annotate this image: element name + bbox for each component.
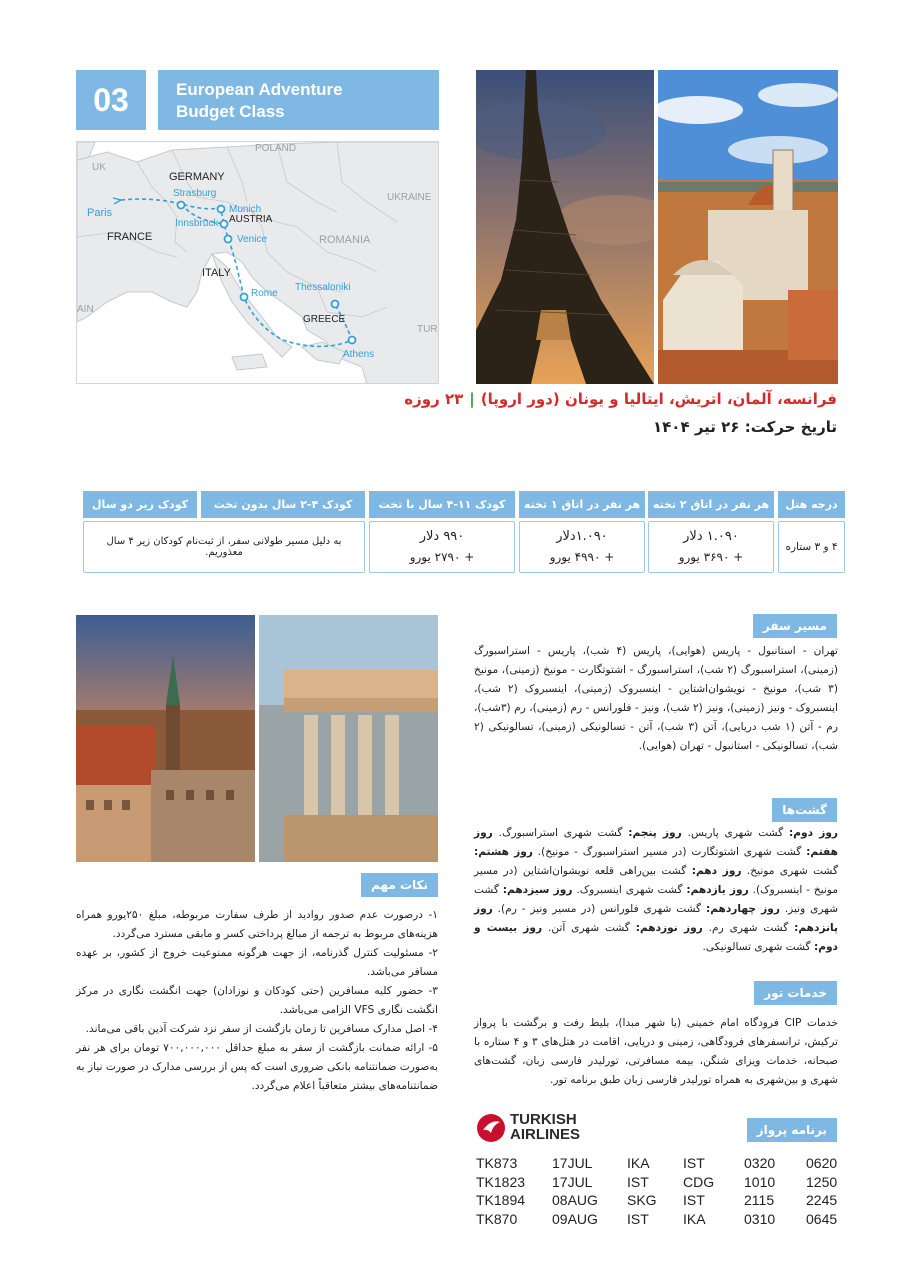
tour-day-label: روز چهاردهم: [705, 903, 780, 915]
tour-headline [404, 390, 837, 408]
route-section-title: مسیر سفر [753, 614, 837, 638]
flight-number: TK870 [476, 1210, 518, 1227]
flight-date: 17JUL [552, 1155, 593, 1171]
tour-day-desc: گشت شهری تسالونیکی. [702, 941, 814, 953]
flight-arrival: 2245 [806, 1192, 838, 1208]
tour-day-desc: گشت شهری آتن. [542, 922, 636, 934]
svg-text:UK: UK [92, 162, 106, 173]
flight-origin: IST [627, 1210, 649, 1227]
col-double [648, 491, 774, 573]
flight-row [476, 1211, 838, 1230]
header-single: هر نفر در اتاق ۱ تخته [519, 491, 645, 518]
airline-logo [476, 1112, 591, 1144]
flight-origin: IST [627, 1173, 649, 1190]
price-table [83, 491, 845, 573]
flight-arrival: 0620 [806, 1155, 838, 1171]
flight-destination: CDG [683, 1173, 715, 1190]
flight-departure: 2115 [744, 1192, 775, 1208]
hotel-stars: ۴ و ۳ ستاره [785, 541, 838, 553]
double-eur: + ۳۶۹۰ یورو [678, 550, 744, 564]
tour-day-desc: گشت شهری اینسبروک. [572, 884, 687, 896]
note-item-4: ۴- اصل مدارک مسافرین تا زمان بازگشت از سفر نزد شرکت آذین باقی می‌ماند. [85, 1023, 438, 1035]
note-item-1: ۱- درصورت عدم صدور روادید از طرف سفارت مربوطه، مبلغ ۲۵۰یورو همراه هزینه‌های مربوط به ترجمه از مبالغ پرداختی کسر و مابقی مسترد می‌گردد. [76, 909, 438, 940]
notes-section-title: نکات مهم [361, 873, 438, 897]
note-item-2: ۲- مسئولیت کنترل گذرنامه، از جهت هرگونه ممنوعیت خروج از کشور، بر عهده مسافر می‌باشد. [76, 947, 438, 978]
header-child-bed: کودک ۱۱-۴ سال با تخت [369, 491, 515, 518]
flights-section-title: برنامه پرواز [747, 1118, 837, 1142]
col-child-bed [369, 491, 515, 573]
turkish-airlines-icon [476, 1113, 506, 1143]
tour-day-label: روز پانزدهم: [474, 903, 838, 934]
services-text: خدمات CIP فرودگاه امام خمینی (یا شهر مبدا)، بلیط رفت و برگشت با پرواز ترکیش، ترانسفرهای فرودگاهی، زمینی و دریایی، اقامت در هتل‌های ۳ و ۴ ستاره با صبحانه، خدمات ویزای شنگن، بیمه مسافرتی، تورلیدر فارسی زبان، گشت‌های شهری و بین‌شهری به همراه تورلیدر فارسی زبان طبق برنامه تور. [474, 1017, 839, 1086]
flight-date: 17JUL [552, 1173, 593, 1190]
svg-text:Innsbruck: Innsbruck [175, 218, 219, 229]
flight-departure: 0320 [744, 1155, 776, 1171]
flight-destination: IST [683, 1155, 705, 1171]
svg-text:GREECE: GREECE [303, 314, 346, 325]
cell-hotel [778, 521, 845, 573]
tours-section-title: گشت‌ها [772, 798, 837, 822]
flight-number: TK873 [476, 1155, 518, 1171]
tour-day-label: روز هشتم: [474, 846, 533, 858]
tour-day-label: روز سیزدهم: [502, 884, 573, 896]
airline-name-line2: AIRLINES [510, 1126, 581, 1143]
cell-child-bed [369, 521, 515, 573]
note-item-3: ۳- حضور کلیه مسافرین (حتی کودکان و نوزادان) جهت انگشت نگاری در مرکز انگشت نگاری VFS الزامی می‌باشد. [76, 985, 438, 1016]
flight-date: 08AUG [552, 1192, 598, 1208]
tour-day-label: روز نوزدهم: [635, 922, 703, 934]
route-text: تهران - استانبول - پاریس (هوایی)، پاریس (۴ شب)، پاریس - استراسبورگ (زمینی)، استراسبورگ (۲ شب)، استراسبورگ - اشتوتگارت - مونیخ (زمینی)، مونیخ (۳ شب)، مونیخ - نویشوان‌اشتاین - اینسبروک (زمینی)، اینسبروک (۲ شب)، اینسبروک - ونیز (زمینی)، ونیز (۲ شب)، ونیز - فلورانس - رم (زمینی)، رم (۳شب)، رم - آتن (۱ شب دریایی)، آتن (۳ شب)، آتن - تسالونیکی (زمینی)، تسالونیکی (۲ شب)، تسالونیکی - استانبول - تهران (هوایی). [474, 645, 839, 752]
cell-single [519, 521, 645, 573]
svg-text:Munich: Munich [229, 204, 262, 215]
route-map-svg [77, 142, 439, 384]
tour-number: 03 [76, 70, 146, 130]
child-bed-usd: ۹۹۰ دلار [419, 529, 465, 544]
tours-text [474, 824, 838, 957]
single-eur: + ۴۹۹۰ یورو [549, 550, 615, 564]
tour-day-label: روز پنجم: [628, 827, 682, 839]
flight-number: TK1823 [476, 1173, 526, 1190]
header-double: هر نفر در اتاق ۲ تخته [648, 491, 774, 518]
flight-schedule [476, 1155, 838, 1229]
svg-text:Thessaloniki: Thessaloniki [295, 282, 351, 293]
header-child-nobed: کودک ۴-۲ سال بدون تخت [201, 491, 365, 518]
svg-text:AIN: AIN [77, 304, 94, 315]
svg-text:ITALY: ITALY [202, 267, 231, 279]
svg-text:POLAND: POLAND [255, 143, 297, 154]
flight-number: TK1894 [476, 1192, 526, 1208]
tour-day-desc: گشت شهری استراسبورگ. [492, 827, 629, 839]
header-hotel: درجه هتل [778, 491, 845, 518]
svg-text:AUSTRIA: AUSTRIA [229, 214, 273, 225]
flight-departure: 1010 [744, 1173, 776, 1190]
svg-text:Rome: Rome [251, 288, 278, 299]
tour-day-label: روز دوم: [789, 827, 839, 839]
svg-text:Strasburg: Strasburg [173, 188, 217, 199]
svg-text:Venice: Venice [237, 234, 268, 245]
florence-photo [658, 70, 838, 384]
col-single [519, 491, 645, 573]
svg-text:UKRAINE: UKRAINE [387, 192, 432, 203]
tour-day-label: روز بیست و دوم: [474, 922, 838, 953]
flight-arrival: 0645 [806, 1210, 838, 1227]
flight-destination: IST [683, 1192, 705, 1208]
munich-photo [76, 615, 255, 862]
col-hotel [778, 491, 845, 573]
acropolis-photo [259, 615, 438, 862]
tour-day-desc: گشت شهری مونیخ. [741, 865, 838, 877]
cell-children-note [83, 521, 365, 573]
tour-day-label: روز دهم: [691, 865, 742, 877]
flight-row [476, 1174, 838, 1193]
flight-origin: IKA [627, 1155, 650, 1171]
cell-double [648, 521, 774, 573]
svg-text:ROMANIA: ROMANIA [319, 234, 371, 246]
note-item-5: ۵- ارائه ضمانت بازگشت از سفر به مبلغ حداقل ۷۰۰,۰۰۰,۰۰۰ تومان برای هر نفر به‌صورت ضمانتنامه بانکی ضروری است که پس از بررسی مدارک در صورت نیاز به ضمانتنامه‌های بیشتر متعاقباً اعلام می‌گردد. [76, 1042, 438, 1092]
tour-title [158, 70, 439, 130]
headline-days: ۲۳ روزه [404, 390, 464, 408]
tour-day-desc: گشت بین‌راهی قلعه نویشوان‌اشتاین (در مسیر مونیخ - اینسبروک). [474, 865, 838, 896]
svg-text:TUR: TUR [417, 324, 438, 335]
tour-day-desc: گشت شهری اشتوتگارت (در مسیر استراسبورگ - مونیخ). [532, 846, 807, 858]
flight-row [476, 1155, 838, 1174]
airline-name-line1: TURKISH [510, 1111, 577, 1128]
tour-day-desc: گشت شهری فلورانس (در مسیر ونیز - رم). [492, 903, 706, 915]
flight-destination: IKA [683, 1210, 706, 1227]
children-note: به دلیل مسیر طولانی سفر، از ثبت‌نام کودکان زیر ۴ سال معذوریم. [106, 536, 342, 558]
tour-day-desc: گشت شهری رم. [702, 922, 795, 934]
flight-origin: SKG [627, 1192, 657, 1208]
double-usd: ۱.۰۹۰ دلار [683, 529, 739, 544]
flight-row [476, 1192, 838, 1211]
tour-day-label: روز یازدهم: [686, 884, 749, 896]
tour-day-desc: گشت شهری ونیز. [474, 884, 838, 915]
tour-title-line2: Budget Class [176, 102, 285, 121]
eiffel-tower-photo [476, 70, 654, 384]
headline-countries: فرانسه، آلمان، اتریش، ایتالیا و یونان (دور اروپا) [480, 390, 837, 408]
headline-separator: | [469, 390, 475, 408]
single-usd: ۱.۰۹۰دلار [556, 529, 608, 544]
svg-text:Paris: Paris [87, 207, 113, 219]
svg-text:Athens: Athens [343, 349, 375, 360]
header-infant: کودک زیر دو سال [83, 491, 197, 518]
tour-title-line1: European Adventure [176, 80, 343, 99]
svg-text:GERMANY: GERMANY [169, 171, 225, 183]
tour-day-desc: گشت شهری پاریس. [681, 827, 790, 839]
services-section-title: خدمات تور [754, 981, 837, 1005]
route-map [76, 141, 439, 384]
child-bed-eur: + ۲۷۹۰ یورو [409, 550, 475, 564]
flight-arrival: 1250 [806, 1173, 838, 1190]
departure-date: تاریخ حرکت: ۲۶ تیر ۱۴۰۴ [653, 418, 837, 436]
notes-list [76, 906, 438, 1096]
svg-text:FRANCE: FRANCE [107, 231, 153, 243]
flight-departure: 0310 [744, 1210, 776, 1227]
flight-date: 09AUG [552, 1210, 598, 1227]
tour-day-label: روز هفتم: [474, 827, 838, 858]
